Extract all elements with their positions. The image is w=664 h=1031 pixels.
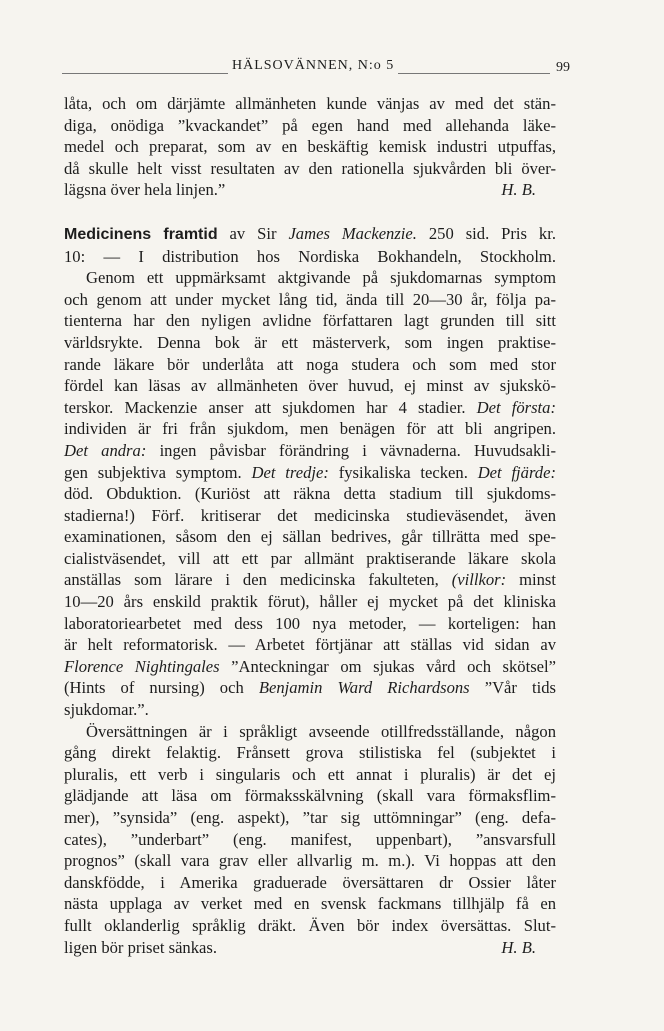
text-line: mer), ”synsida” (eng. aspekt), ”tar sig uttömningar” (eng. defa- [64,808,556,827]
text-line: är helt reformatorisk. — Arbetet förtjänar att ställas vid sidan av [64,635,556,655]
text-line: individen är fri från sjukdom, men benägen för att bli angripen. [64,419,556,439]
text-line: prognos” (skall vara grav eller allvarlig m. m.). Vi hoppas att den [64,851,556,871]
text-line [64,569,556,591]
text-line [64,440,556,462]
text-line: rande läkare bör underlåta att noga studera och som med stor [64,354,556,374]
book-review [64,223,556,958]
text-line: ligen bör priset sänkas. [64,937,217,957]
text-segment: ingen påvisbar förändring i vävnaderna. Huvudsakli- [159,440,556,460]
stage-label: Det andra: [64,440,147,460]
text-segment: terskor. Mackenzie anser att sjukdomen har 4 stadier. [64,397,466,417]
text-line: och genom att under mycket lång tid, ända till 20—30 år, följa pa- [64,289,556,309]
text-line: Genom ett uppmärksamt aktgivande på sjukdomarnas symptom [86,268,556,288]
text-line: stadierna!) Förf. kritiserar det medicinska studieväsendet, även [64,505,556,525]
review-by: av Sir [229,223,277,243]
text-line: sjukdomar.”. [64,700,149,720]
running-header [62,56,570,80]
text-line: tienterna har den nyligen avlidne författaren lagt grunden till sitt [64,311,556,331]
text-line: cialistväsendet, vill att ett par allmänt praktiserande läkare skola [64,548,556,568]
quote-ending [64,93,556,201]
text-line [64,677,556,699]
text-line: nästa upplaga av verket med en svensk fackmans tillhjälp få en [64,894,556,914]
text-segment: (Hints of nursing) och [64,678,244,698]
text-segment: fysikaliska tecken. [338,462,468,482]
text-line: glädjande att läsa om förmaksskälvning (skall vara förmaksflim- [64,786,556,806]
author-signature: H. B. [501,180,536,200]
text-line: fullt oklanderlig språklig dräkt. Även bör index översättas. Slut- [64,915,556,935]
text-line: laboratoriearbetet med dess 100 nya metoder, — korteligen: han [64,613,556,633]
text-segment: ”Anteckningar om sjukas vård och skötsel” [231,656,557,676]
journal-title: HÄLSOVÄNNEN, N:o 5 [228,58,398,74]
text-line: medel och preparat, som av en beskäftig kemisk industri utpuffas, [64,137,556,157]
review-author: James Mackenzie. [288,223,417,243]
signature-line [64,937,556,959]
text-line [64,656,556,678]
signature-line [64,179,556,201]
text-line: diga, onödiga ”kvackandet” på egen hand med allehanda läke- [64,115,556,135]
review-heading-line [64,223,556,246]
text-line: pluralis, ett verb i singularis och ett annat i pluralis) är det ej [64,764,556,784]
review-pages-price: 250 sid. Pris kr. [428,223,556,243]
text-line: cates), ”underbart” (eng. manifest, uppenbart), ”ansvarsfull [64,829,556,849]
text-line: examinationen, såsom den ej sällan bedrives, går tillrätta med spe- [64,527,556,547]
stage-label: Det första: [476,397,556,417]
text-line: död. Obduktion. (Kuriöst att räkna detta stadium till sjukdoms- [64,484,556,504]
review-title: Medicinens framtid [64,225,218,243]
text-line [64,397,556,419]
stage-label: Det tredje: [251,462,329,482]
text-segment: anställas som lärare i den medicinska fakulteten, [64,570,439,590]
author-signature: H. B. [501,937,536,957]
page-number: 99 [550,60,570,76]
text-segment: ”Vår tids [484,678,556,698]
page-body [64,93,556,958]
text-line: världsrykte. Denna bok är ett mästerverk, som ingen praktise- [64,332,556,352]
text-line: 10—20 års enskild praktik förut), håller ej mycket på det kliniska [64,592,556,612]
stage-label: Det fjärde: [477,462,556,482]
text-italic: (villkor: [451,570,507,590]
text-line [64,462,556,484]
text-line: lägsna över hela linjen.” [64,180,226,200]
text-line: 10: — I distribution hos Nordiska Bokhandeln, Stockholm. [64,246,556,266]
cited-author: Florence Nightingales [64,656,220,676]
cited-author: Benjamin Ward Richardsons [258,678,470,698]
text-line: fördel kan läsas av allmänheten över huvud, ej minst av sjukskö- [64,376,556,396]
text-line: Översättningen är i språkligt avseende otillfredsställande, någon [86,721,556,741]
text-line: gång direkt felaktig. Frånsett grova stilistiska fel (subjektet i [64,743,556,763]
text-segment: minst [519,570,556,590]
text-segment: gen subjektiva symptom. [64,462,242,482]
text-line: då skulle helt visst resultaten av den rationella sjukvården bli över- [64,158,556,178]
text-line: danskfödde, i Amerika graduerade översättaren dr Ossier låter [64,872,556,892]
text-line: låta, och om därjämte allmänheten kunde vänjas av med det stän- [64,94,556,113]
